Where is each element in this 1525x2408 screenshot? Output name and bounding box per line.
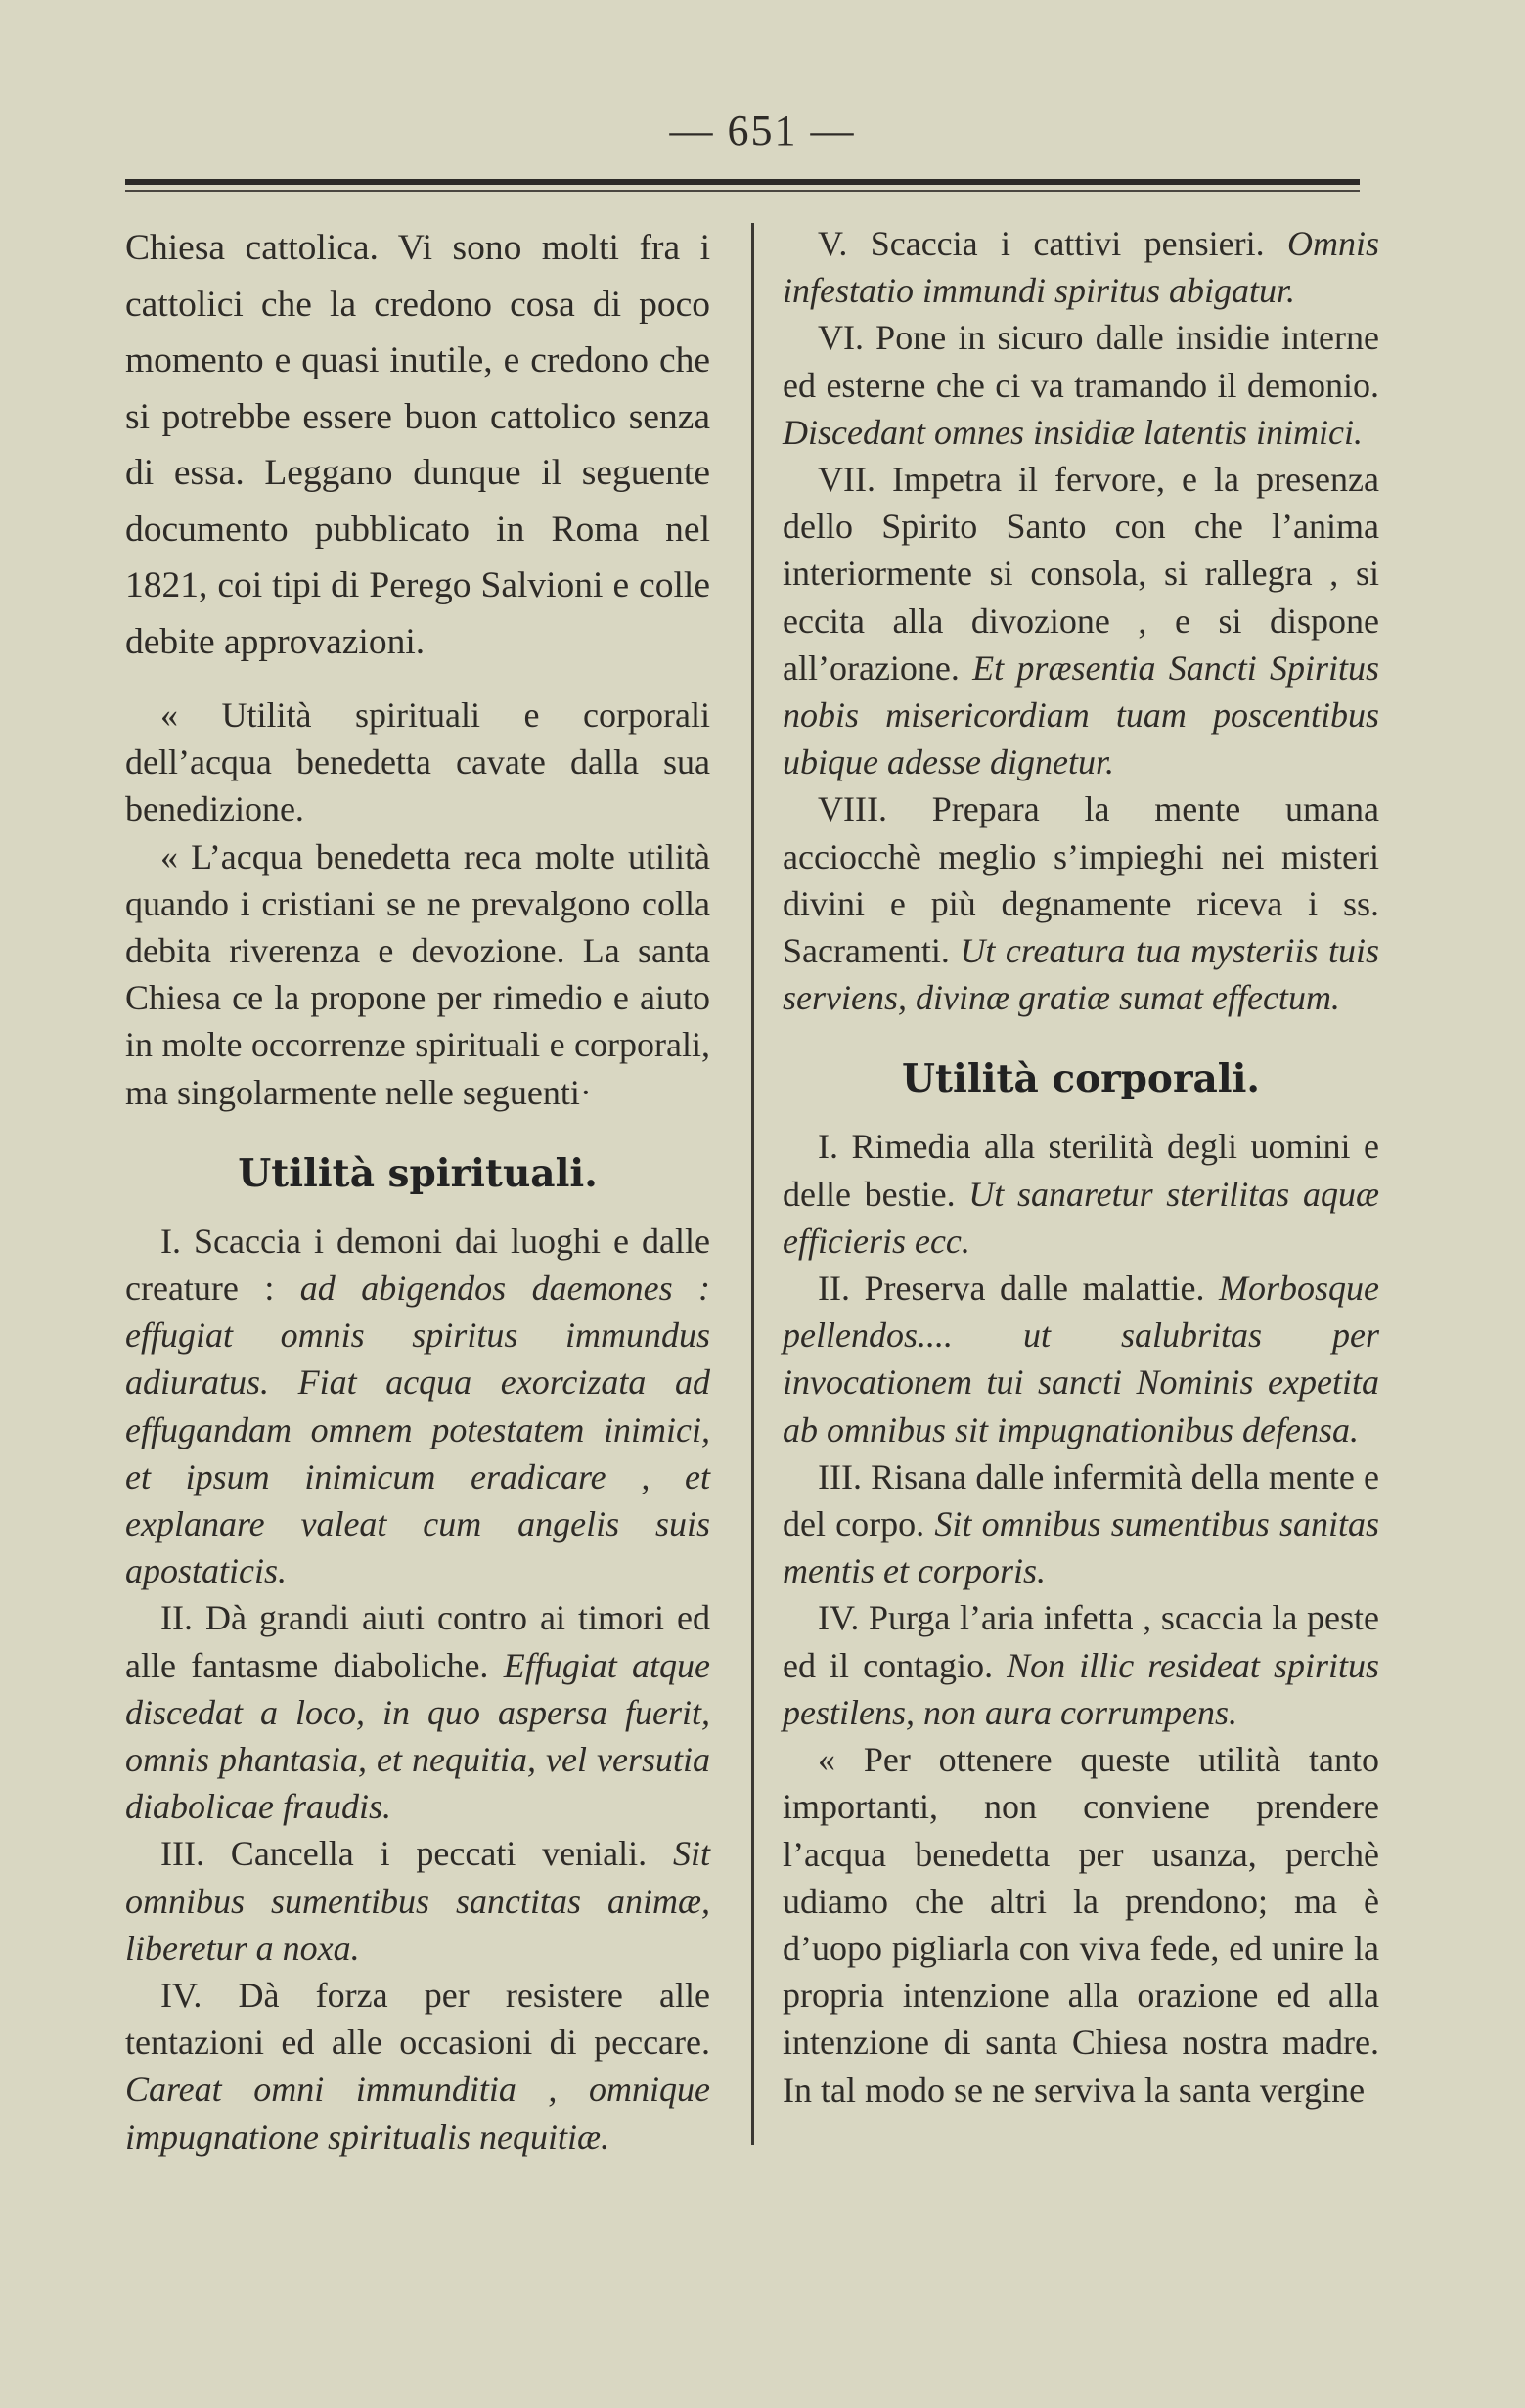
- spiritual-item-5: [783, 220, 1379, 314]
- item-text: I. Rimedia alla sterilità degli uomini e delle bestie.: [783, 1127, 1379, 1214]
- spiritual-item-1: [125, 1218, 710, 1595]
- corporal-item-3: [783, 1453, 1379, 1595]
- spiritual-item-3: [125, 1830, 710, 1972]
- item-latin: Sit omnibus sumentibus sanctitas animæ, liberetur a noxa.: [125, 1834, 710, 1968]
- item-text: VI. Pone in sicuro dalle insidie interne ed esterne che ci va tramando il demonio.: [783, 318, 1379, 405]
- item-text: III. Risana dalle infermità della mente e del corpo.: [783, 1456, 1379, 1544]
- corporal-item-4: [783, 1594, 1379, 1736]
- intro-paragraph: Chiesa cattolica. Vi sono molti fra i cattolici che la credono cosa di poco momento e quasi inutile, e credono che si potrebbe essere buon cattolico senza di essa. Leggano dunque il seguente documento pubblicato in Roma nel 1821, coi tipi di Perego Salvioni e colle debite approvazioni.: [125, 228, 710, 662]
- header-rule-thin: [125, 190, 1360, 192]
- item-latin: Sit omnibus sumentibus sanitas mentis et corporis.: [783, 1504, 1379, 1591]
- item-latin: Careat omni immunditia , omnique impugnatione spiritualis nequitiæ.: [125, 2070, 710, 2157]
- item-text: II. Preserva dalle malattie.: [818, 1269, 1219, 1309]
- item-text: IV. Dà forza per resistere alle tentazioni ed alle occasioni di peccare.: [125, 1976, 710, 2063]
- item-text: III. Cancella i peccati veniali.: [160, 1834, 673, 1874]
- closing-paragraph: « Per ottenere queste utilità tanto importanti, non conviene prendere l’acqua benedetta per usanza, perchè udiamo che altri la prendono; ma è d’uopo pigliarla con viva fede, ed unire la propria intenzione alla orazione ed alla intenzione di santa Chiesa nostra madre. In tal modo se ne serviva la santa vergine: [783, 1740, 1379, 2110]
- spiritual-item-7: [783, 456, 1379, 785]
- item-latin: Effugiat atque discedat a loco, in quo aspersa fuerit, omnis phantasia, et nequitia, vel versutia diabolicae fraudis.: [125, 1645, 710, 1827]
- spiritual-item-8: [783, 785, 1379, 1021]
- item-text: II. Dà grandi aiuti contro ai timori ed alle fantasme diaboliche.: [125, 1598, 710, 1685]
- item-latin: Discedant omnes insidiæ latentis inimici.: [783, 412, 1363, 452]
- item-text: VIII. Prepara la mente umana acciocchè meglio s’impieghi nei misteri divini e più degnamente riceva i ss. Sacramenti.: [783, 789, 1379, 971]
- item-text: VII. Impetra il fervore, e la presenza dello Spirito Santo con che l’anima interiormente si consola, si rallegra , si eccita alla divozione , e si dispone all’orazione.: [783, 460, 1379, 688]
- page-number: — 651 —: [669, 107, 856, 155]
- item-text: IV. Purga l’aria infetta , scaccia la peste ed il contagio.: [783, 1598, 1379, 1685]
- spiritual-item-4: [125, 1972, 710, 2161]
- item-text: V. Scaccia i cattivi pensieri.: [818, 224, 1287, 263]
- heading-spiritual: Utilità spirituali.: [238, 1150, 598, 1196]
- quote-body: « L’acqua benedetta reca molte utilità quando i cristiani se ne prevalgono colla debita riverenza e devozione. La santa Chiesa ce la propone per rimedio e aiuto in molte occorrenze spirituali e corporali, ma singolarmente nelle seguenti·: [125, 836, 710, 1112]
- item-latin: Ut creatura tua mysteriis tuis serviens, divinæ gratiæ sumat effectum.: [783, 931, 1379, 1018]
- column-divider: [751, 223, 754, 2145]
- spiritual-item-2: [125, 1594, 710, 1830]
- quote-title: « Utilità spirituali e corporali dell’acqua benedetta cavate dalla sua benedizione.: [125, 695, 710, 829]
- item-latin: Omnis infestatio immundi spiritus abigatur.: [783, 224, 1379, 311]
- header-rule: [125, 179, 1360, 185]
- corporal-item-1: [783, 1123, 1379, 1265]
- item-latin: ad abigendos daemones : effugiat omnis spiritus immundus adiuratus. Fiat acqua exorcizata ad effugandam omnem potestatem inimici, et ipsum inimicum eradicare , et explanare valeat cum angelis suis apostaticis.: [125, 1269, 710, 1591]
- right-column: [783, 220, 1379, 2114]
- left-column: [125, 220, 710, 2161]
- spiritual-item-6: [783, 314, 1379, 456]
- item-latin: Morbosque pellendos.... ut salubritas per invocationem tui sancti Nominis expetita ab omnibus sit impugnationibus defensa.: [783, 1269, 1379, 1449]
- item-latin: Ut sanaretur sterilitas aquæ efficieris ecc.: [783, 1174, 1379, 1261]
- corporal-item-2: [783, 1265, 1379, 1453]
- item-text: I. Scaccia i demoni dai luoghi e dalle creature :: [125, 1221, 710, 1309]
- item-latin: Et præsentia Sancti Spiritus nobis misericordiam tuam poscentibus ubique adesse dignetur.: [783, 647, 1379, 782]
- item-latin: Non illic resideat spiritus pestilens, non aura corrumpens.: [783, 1645, 1379, 1732]
- heading-corporal: Utilità corporali.: [902, 1056, 1260, 1102]
